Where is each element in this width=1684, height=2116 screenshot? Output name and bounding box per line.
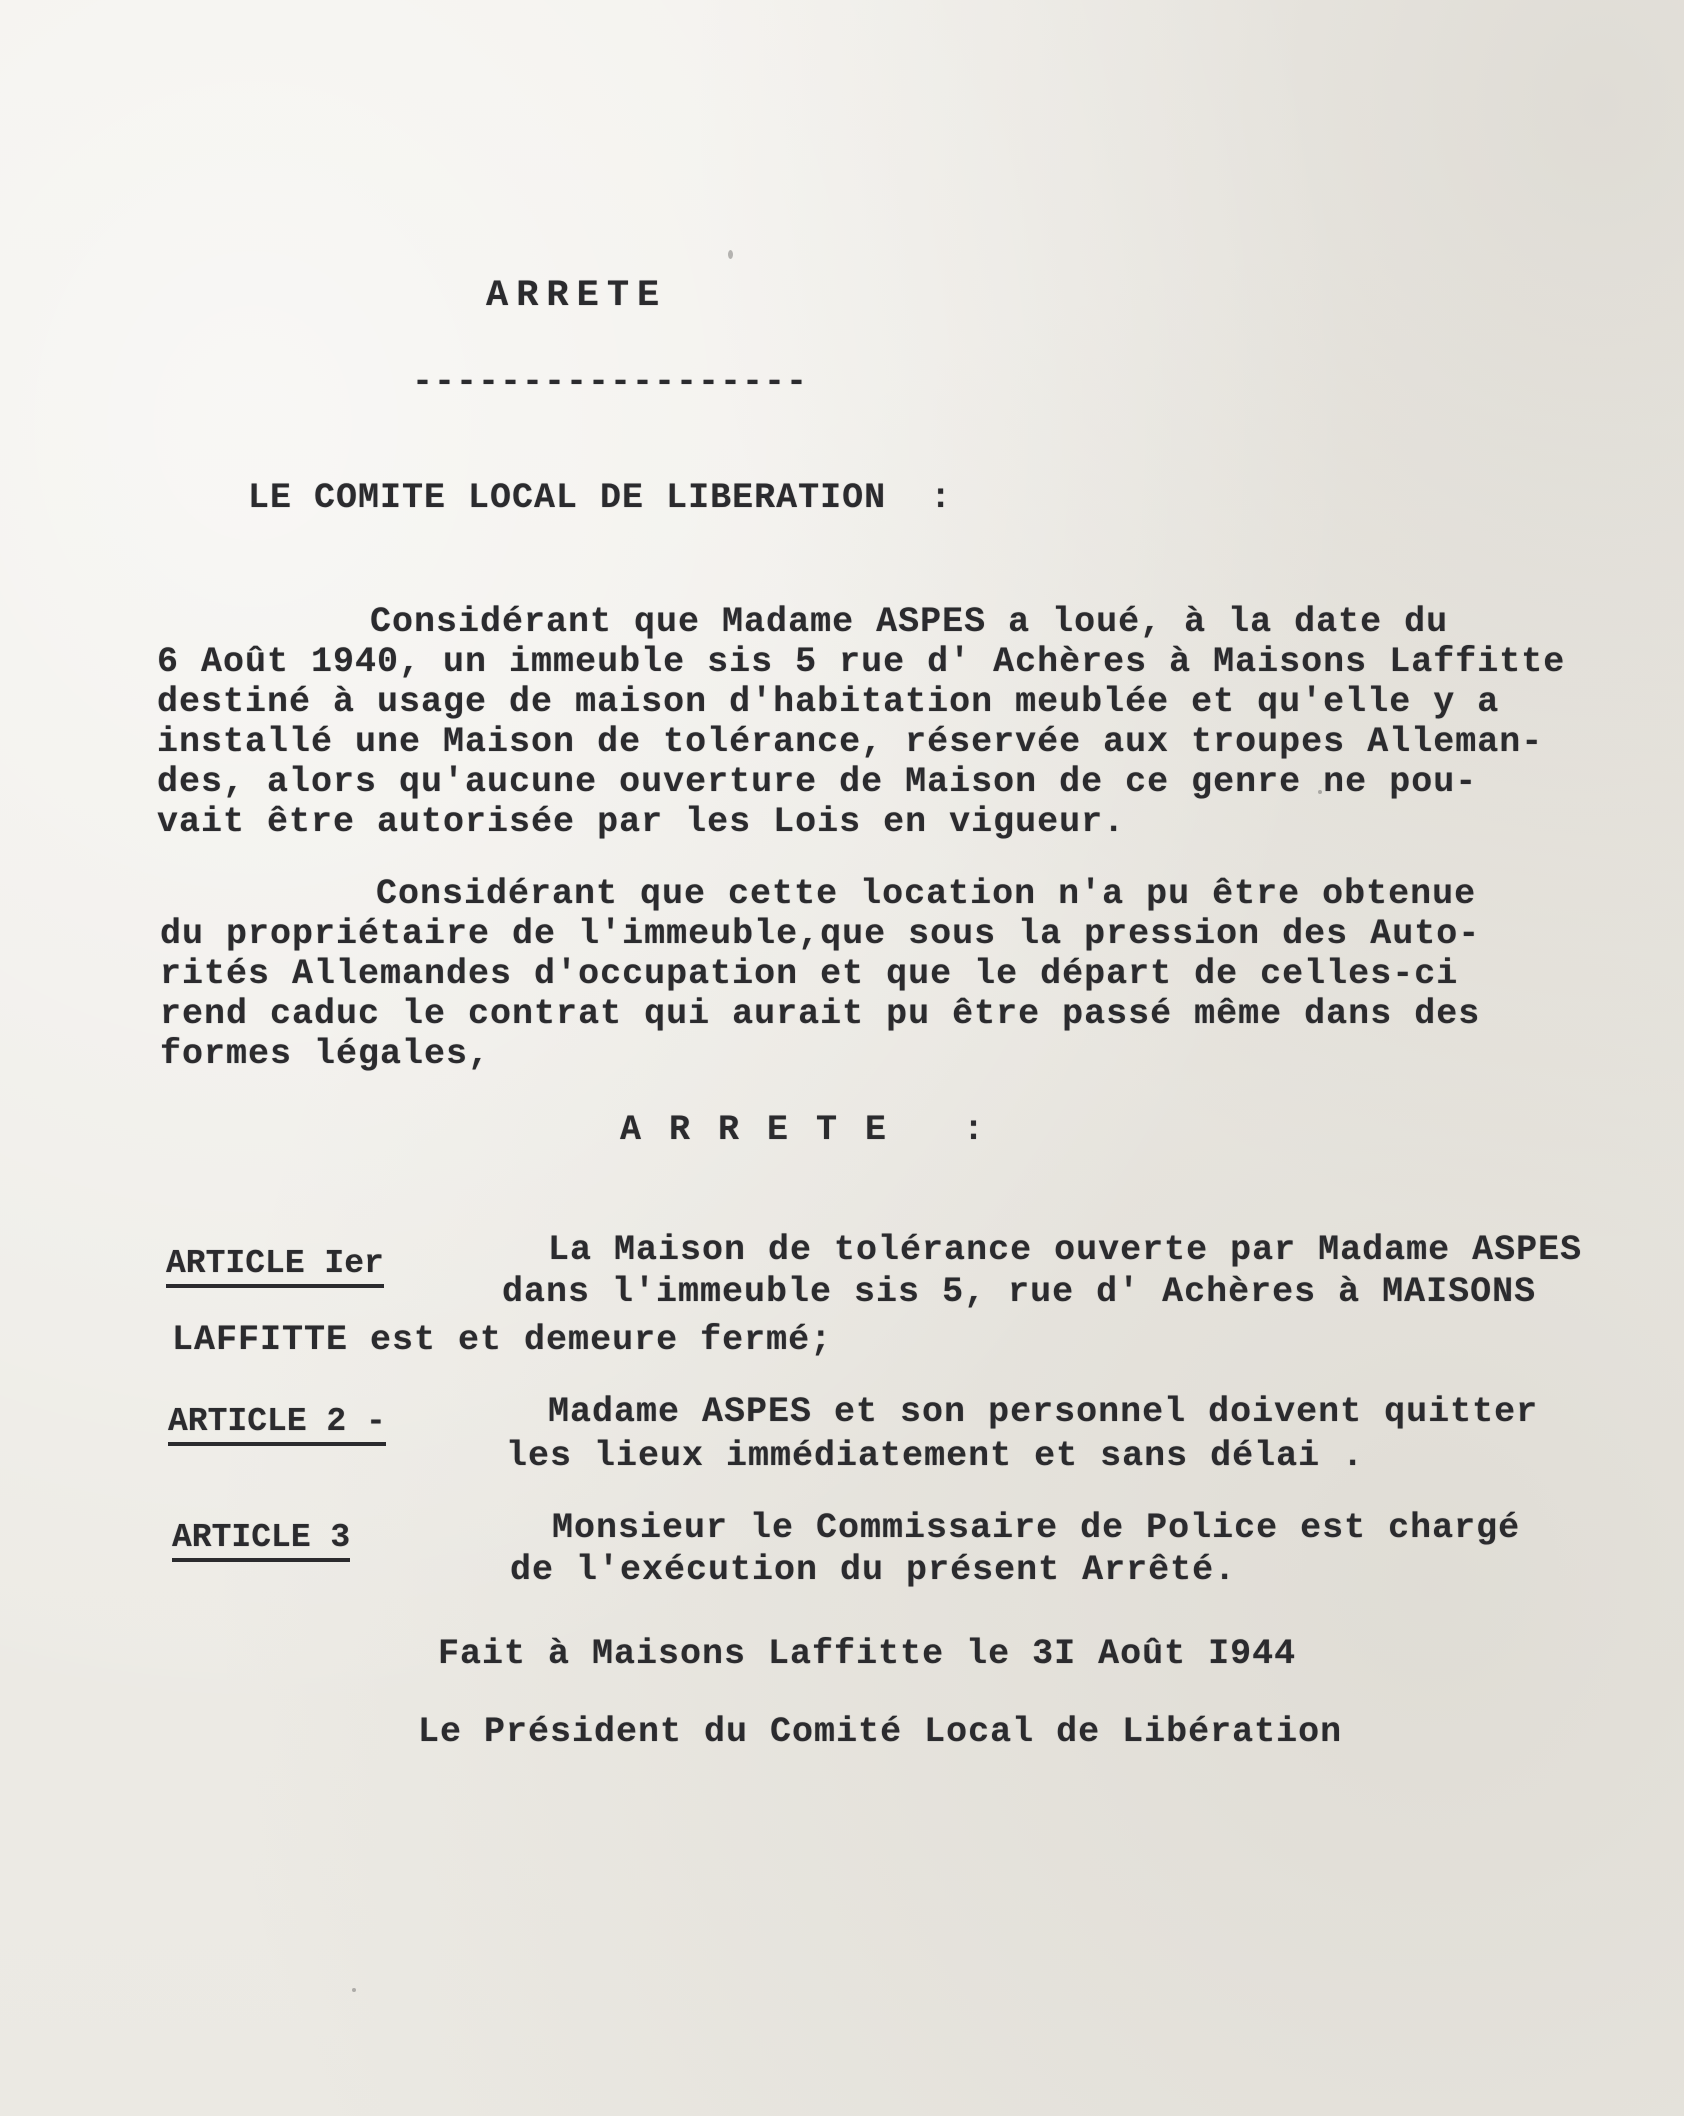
article-2-line: les lieux immédiatement et sans délai . bbox=[506, 1436, 1365, 1476]
ink-speck bbox=[728, 250, 733, 259]
article-2-label: ARTICLE 2 - bbox=[168, 1404, 386, 1446]
paragraph-2-line: du propriétaire de l'immeuble,que sous la pression des Auto- bbox=[160, 914, 1481, 954]
paragraph-2-line: Considérant que cette location n'a pu être obtenue bbox=[376, 874, 1477, 914]
article-3-label: ARTICLE 3 bbox=[172, 1520, 350, 1562]
place-date: Fait à Maisons Laffitte le 3I Août I944 bbox=[438, 1634, 1297, 1674]
committee-heading: LE COMITE LOCAL DE LIBERATION : bbox=[248, 478, 953, 518]
paragraph-2-line: rités Allemandes d'occupation et que le départ de celles-ci bbox=[160, 954, 1459, 994]
article-1-line: dans l'immeuble sis 5, rue d' Achères à MAISONS bbox=[502, 1272, 1537, 1312]
paragraph-1-line: vait être autorisée par les Lois en vigueur. bbox=[157, 802, 1126, 842]
article-1-line: LAFFITTE est et demeure fermé; bbox=[172, 1320, 833, 1360]
ink-speck bbox=[1318, 790, 1322, 794]
paragraph-1-line: installé une Maison de tolérance, réservée aux troupes Alleman- bbox=[157, 722, 1544, 762]
paragraph-1-line: des, alors qu'aucune ouverture de Maison de ce genre ne pou- bbox=[157, 762, 1478, 802]
article-2-line: Madame ASPES et son personnel doivent quitter bbox=[548, 1392, 1539, 1432]
paragraph-1-line: 6 Août 1940, un immeuble sis 5 rue d' Achères à Maisons Laffitte bbox=[157, 642, 1566, 682]
article-1-line: La Maison de tolérance ouverte par Madame ASPES bbox=[548, 1230, 1583, 1270]
document-title: ARRETE bbox=[486, 275, 668, 317]
paragraph-2-line: formes légales, bbox=[160, 1034, 491, 1074]
signatory: Le Président du Comité Local de Libération bbox=[418, 1712, 1343, 1752]
paragraph-1-line: Considérant que Madame ASPES a loué, à la date du bbox=[370, 602, 1449, 642]
paragraph-1-line: destiné à usage de maison d'habitation meublée et qu'elle y a bbox=[157, 682, 1500, 722]
arrete-heading: ARRETE : bbox=[620, 1110, 1013, 1150]
paragraph-2-line: rend caduc le contrat qui aurait pu être passé même dans des bbox=[160, 994, 1481, 1034]
title-rule: ------------------ bbox=[412, 362, 809, 402]
article-1-label: ARTICLE Ier bbox=[166, 1246, 384, 1288]
article-3-line: de l'exécution du présent Arrêté. bbox=[510, 1550, 1237, 1590]
article-3-line: Monsieur le Commissaire de Police est chargé bbox=[552, 1508, 1521, 1548]
ink-speck bbox=[352, 1988, 356, 1992]
